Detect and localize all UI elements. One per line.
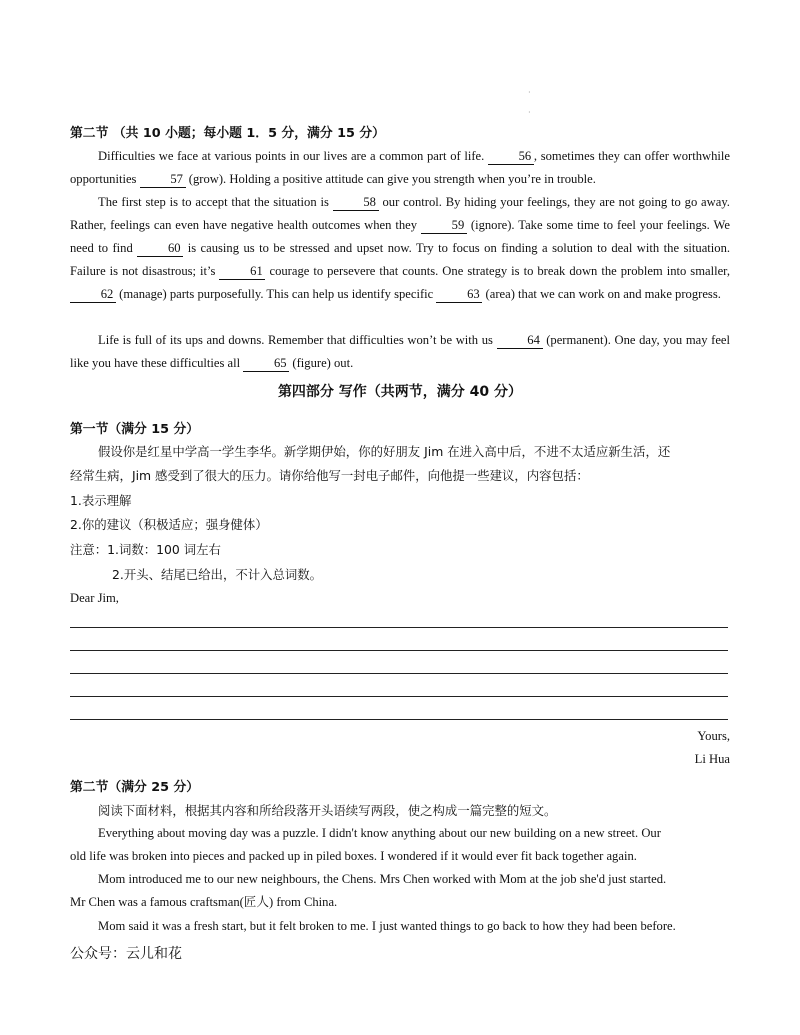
scan-dot: ·	[528, 88, 531, 97]
part-4-title: 第四部分 写作（共两节，满分 40 分）	[277, 384, 523, 400]
text-run: Difficulties we face at various points in our lives are a common part of life.	[98, 149, 485, 163]
blank-63: 63	[436, 287, 482, 303]
prompt-item-1: 1.表示理解	[70, 493, 132, 508]
blank-56: 56	[488, 149, 534, 165]
text-run: (ignore). Take some time to	[470, 218, 614, 232]
answer-line	[70, 627, 728, 628]
answer-line	[70, 719, 728, 720]
passage-paragraph-3	[70, 329, 730, 375]
note-line-2: 2.开头、结尾已给出，不计入总词数。	[112, 567, 323, 582]
text-run: worthwhile opportunities	[70, 149, 730, 186]
text-run: (area) that we can work on and make progress.	[485, 287, 721, 301]
text-run: (manage) parts purposefully. This can help us identify	[119, 287, 391, 301]
text-run: Life is full of its ups and downs. Remember that difficulties won’t be with us	[98, 333, 493, 347]
blank-58: 58	[333, 195, 379, 211]
passage-paragraph-2	[70, 191, 730, 306]
text-run: specific	[394, 287, 434, 301]
blank-59: 59	[421, 218, 467, 234]
scan-dot: ·	[528, 108, 531, 117]
text-run: (grow). Holding a positive attitude can give you strength when you’re in trouble.	[188, 172, 596, 186]
story-p1-line-1: Everything about moving day was a puzzle. I didn't know anything about our new building on a new street. Our	[98, 826, 661, 840]
text-run: strategy is to break down the problem into smaller,	[467, 264, 731, 278]
note-line-1: 注意：1.词数：100 词左右	[70, 542, 221, 557]
text-run: (permanent). One day,	[546, 333, 660, 347]
story-p1-line-2: old life was broken into pieces and packed up in piled boxes. I wondered if it would ever fit back together again.	[70, 849, 637, 863]
letter-greeting: Dear Jim,	[70, 591, 119, 605]
text-run: courage to persevere that counts. One	[269, 264, 464, 278]
letter-signature: Li Hua	[694, 752, 730, 766]
writing-section-2-title: 第二节（满分 25 分）	[70, 780, 200, 795]
story-p2-line-2: Mr Chen was a famous craftsman(匠人) from China.	[70, 895, 338, 909]
section-2-title: 第二节 （共 10 小题；每小题 1．5 分，满分 15 分）	[70, 126, 385, 141]
footer-watermark: 公众号：云儿和花	[70, 946, 182, 962]
blank-64: 64	[497, 333, 543, 349]
text-run: (figure) out.	[292, 356, 354, 370]
story-p2-line-1: Mom introduced me to our new neighbours, the Chens. Mrs Chen worked with Mom at the job she'd just started.	[98, 872, 667, 886]
text-run: feel your feelings. We need to find	[70, 218, 730, 255]
writing-section-1-title: 第一节（满分 15 分）	[70, 422, 200, 437]
continuation-instruction: 阅读下面材料，根据其内容和所给段落开头语续写两段，使之构成一篇完整的短文。	[98, 803, 557, 818]
text-run: The first step is to accept that the situation is	[98, 195, 329, 209]
writing-prompt-line-2: 经常生病，Jim 感受到了很大的压力。请你给他写一封电子邮件，向他提一些建议，内容包括：	[70, 468, 589, 483]
passage-paragraph-1	[70, 145, 730, 191]
blank-62: 62	[70, 287, 116, 303]
answer-line	[70, 696, 728, 697]
text-run: is causing us to be stressed and upset now. Try to focus on finding a	[187, 241, 548, 255]
answer-line	[70, 673, 728, 674]
text-run: solution to deal with the situation. Failure is not disastrous; it’s	[70, 241, 731, 278]
writing-prompt-line-1: 假设你是红星中学高一学生李华。新学期伊始，你的好朋友 Jim 在进入高中后，不进不太适应新生活，还	[98, 444, 671, 459]
blank-60: 60	[137, 241, 183, 257]
text-run: go away. Rather, feelings can even have negative health outcomes when they	[70, 195, 730, 232]
story-p3-line-1: Mom said it was a fresh start, but it felt broken to me. I just wanted things to go back to how they had been before.	[98, 919, 676, 933]
blank-65: 65	[243, 356, 289, 372]
answer-line	[70, 650, 728, 651]
letter-closing: Yours,	[697, 729, 730, 743]
prompt-item-2: 2.你的建议（积极适应；强身健体）	[70, 517, 268, 532]
text-run: our control. By hiding your feelings, they are not going to	[382, 195, 681, 209]
blank-57: 57	[140, 172, 186, 188]
text-run: you may feel like you have these difficulties all	[70, 333, 731, 370]
text-run: , sometimes they can offer	[533, 149, 669, 163]
blank-61: 61	[219, 264, 265, 280]
